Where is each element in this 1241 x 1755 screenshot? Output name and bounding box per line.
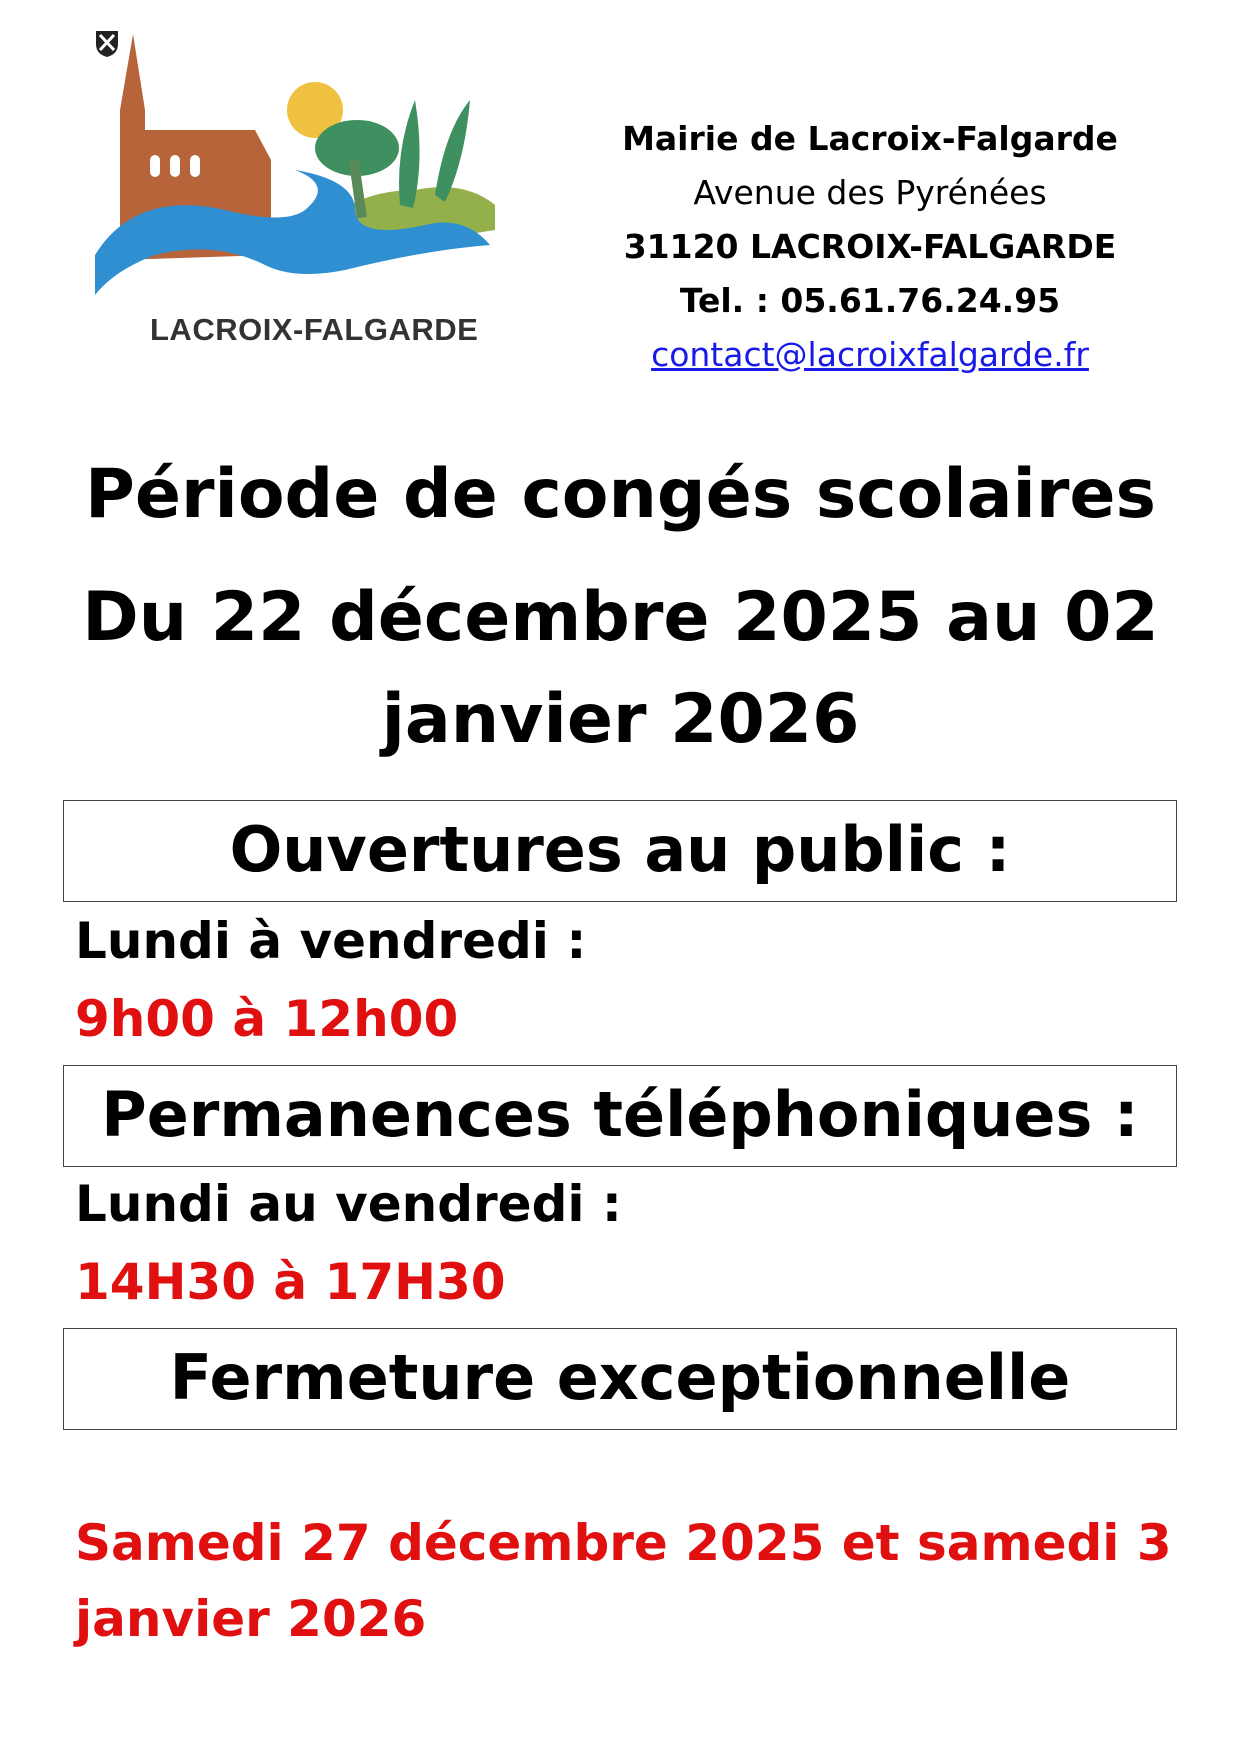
street-address: Avenue des Pyrénées	[693, 173, 1047, 212]
municipality-logo	[95, 30, 555, 370]
public-opening-title: Ouvertures au public :	[229, 813, 1011, 886]
public-opening-title-box	[63, 800, 1177, 902]
heading-line-3: janvier 2026	[381, 680, 860, 759]
closure-dates-line-1: Samedi 27 décembre 2025 et samedi 3	[75, 1514, 1172, 1572]
city-address: 31120 LACROIX-FALGARDE	[623, 227, 1117, 266]
heading-line-1: Période de congés scolaires	[85, 455, 1156, 534]
phone-days: Lundi au vendredi :	[75, 1175, 622, 1233]
mairie-name: Mairie de Lacroix-Falgarde	[622, 119, 1118, 158]
public-days: Lundi à vendredi :	[75, 912, 587, 970]
phone-number: Tel. : 05.61.76.24.95	[679, 281, 1061, 320]
public-hours: 9h00 à 12h00	[75, 990, 459, 1048]
coat-of-arms-icon	[95, 30, 119, 58]
contact-block	[570, 112, 1170, 382]
phone-permanence-title-box	[63, 1065, 1177, 1167]
email-link[interactable]: contact@lacroixfalgarde.fr	[651, 335, 1089, 374]
phone-hours: 14H30 à 17H30	[75, 1253, 506, 1311]
logo-illustration	[95, 30, 555, 310]
closure-dates-line-2: janvier 2026	[75, 1590, 427, 1648]
closure-title: Fermeture exceptionnelle	[169, 1341, 1071, 1414]
logo-text: LACROIX-FALGARDE	[150, 312, 479, 347]
closure-title-box	[63, 1328, 1177, 1430]
heading-line-2: Du 22 décembre 2025 au 02	[82, 578, 1159, 657]
phone-permanence-title: Permanences téléphoniques :	[101, 1078, 1139, 1151]
